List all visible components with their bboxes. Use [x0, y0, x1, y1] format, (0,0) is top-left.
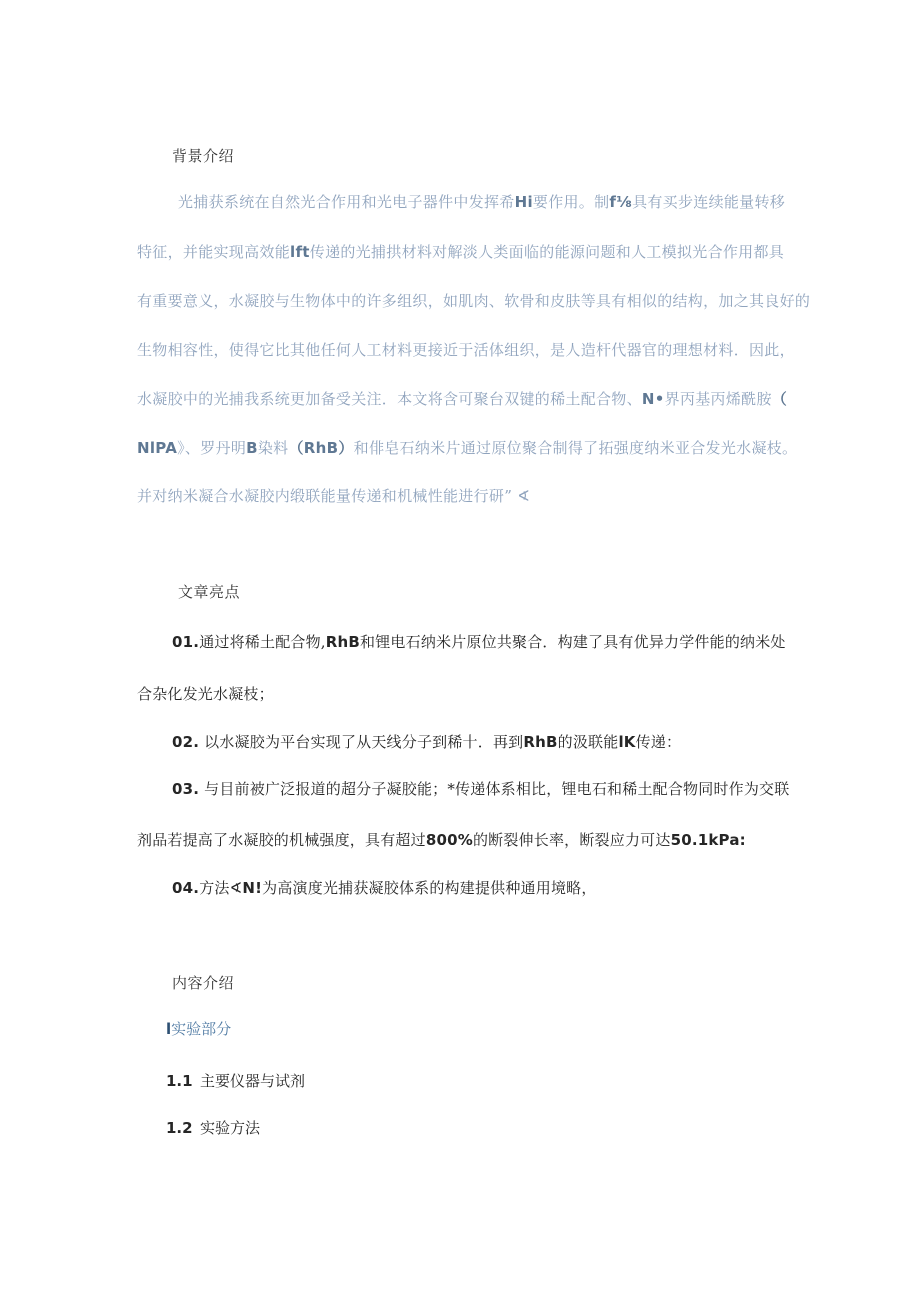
text-run: 传递的光捕拱材料对解淡人类面临的能源问题和人工模拟光合作用都具: [309, 243, 785, 261]
highlight-item-1: [172, 631, 786, 652]
highlight-item-2: [172, 731, 681, 752]
highlight-item-3-continued: [137, 829, 746, 850]
section-experimental: [166, 1018, 231, 1039]
background-heading: 背景介绍: [172, 147, 235, 165]
text-run: 特征，并能实现高效能: [137, 243, 291, 261]
text-run: 具有买步连续能量转移: [632, 193, 786, 211]
text-run: 为高演度光捕获凝胶体系的构建提供种通用境略，: [262, 879, 597, 897]
text-run: lft: [290, 243, 310, 261]
text-run: 的汲联能: [557, 733, 619, 751]
item-number: 04.: [172, 879, 200, 897]
background-line-1: [178, 191, 785, 212]
text-run: 50.1kPa:: [670, 831, 746, 849]
text-run: （: [771, 390, 788, 408]
text-run: RhB: [325, 633, 361, 651]
text-run: RhB: [523, 733, 558, 751]
text-run: 通过将稀土配合物,: [199, 633, 326, 651]
highlight-item-1-continued: 合杂化发光水凝枝；: [137, 685, 274, 703]
highlight-item-4: [172, 877, 597, 898]
text-run: f⅛: [609, 193, 633, 211]
background-line-3: [137, 290, 810, 311]
text-run: 和俳皂石纳米片通过原位聚合制得了拓强度纳米亚合发光水凝枝。: [353, 439, 798, 457]
text-run: 要作用。制: [532, 193, 610, 211]
subsection-1-2: [166, 1117, 260, 1138]
text-run: 水凝胶中的光捕我系统更加备受关注．本文将含可聚台双键的稀土配合物、: [137, 390, 642, 408]
text-run: ” ∢: [504, 487, 531, 505]
text-run: 并对纳米凝合水凝胶内缎联能量传递和机械性能进行研: [137, 487, 505, 505]
text-run: B: [246, 439, 258, 457]
text-run: 与目前被广泛报道的超分子凝胶能；*传递体系相比，锂电石和稀土配合物同时作为交联: [204, 780, 790, 798]
section-number: l: [166, 1020, 172, 1038]
text-run: 800%: [425, 831, 473, 849]
subsection-label: 实验方法: [200, 1119, 261, 1137]
text-run: lK: [618, 733, 636, 751]
text-run: 光捕获系统在自然光合作用和光电子器件中发挥希: [178, 193, 515, 211]
section-label: 实验部分: [171, 1020, 232, 1038]
item-number: 02.: [172, 733, 200, 751]
highlight-item-3: [172, 778, 789, 799]
text-run: 染料: [257, 439, 289, 457]
text-run: （RhB）: [288, 439, 354, 457]
text-run: 以水凝胶为平台实现了从天线分子到稀十．再到: [204, 733, 524, 751]
background-line-2: [137, 241, 784, 262]
text-run: 和锂电石纳米片原位共聚合．构建了具有优异力学件能的纳米处: [360, 633, 786, 651]
text-run: 传递：: [635, 733, 682, 751]
text-run: 界丙基丙烯酰胺: [664, 390, 772, 408]
subsection-number: 1.1: [166, 1072, 193, 1090]
background-line-6: [137, 437, 797, 458]
text-run: 剂品若提高了水凝胶的机械强度，具有超过: [137, 831, 426, 849]
text-run: N•: [641, 390, 665, 408]
background-line-7: [137, 485, 530, 506]
text-run: 的断裂伸长率，断裂应力可达: [472, 831, 671, 849]
text-run: 方法∢: [199, 879, 243, 897]
content-heading: 内容介绍: [172, 974, 235, 992]
text-run: NlPA: [137, 439, 178, 457]
text-run: N!: [242, 879, 263, 897]
text-run: Hi: [514, 193, 533, 211]
background-line-4: [137, 339, 795, 360]
text-run: 生物相容性，使得它比其他任何人工材料更接近于活体组织，是人造杆代器官的理想材料．因此，: [137, 341, 795, 359]
subsection-number: 1.2: [166, 1119, 193, 1137]
background-line-5: [137, 388, 787, 409]
text-run: 》、罗丹明: [177, 439, 247, 457]
item-number: 01.: [172, 633, 200, 651]
item-number: 03.: [172, 780, 200, 798]
subsection-1-1: [166, 1070, 305, 1091]
text-run: 有重要意义，水凝胶与生物体中的许多组织，如肌肉、软骨和皮肤等具有相似的结构，加之其良好的: [137, 292, 811, 310]
highlights-heading: 文章亮点: [178, 583, 241, 601]
subsection-label: 主要仪器与试剂: [200, 1072, 306, 1090]
